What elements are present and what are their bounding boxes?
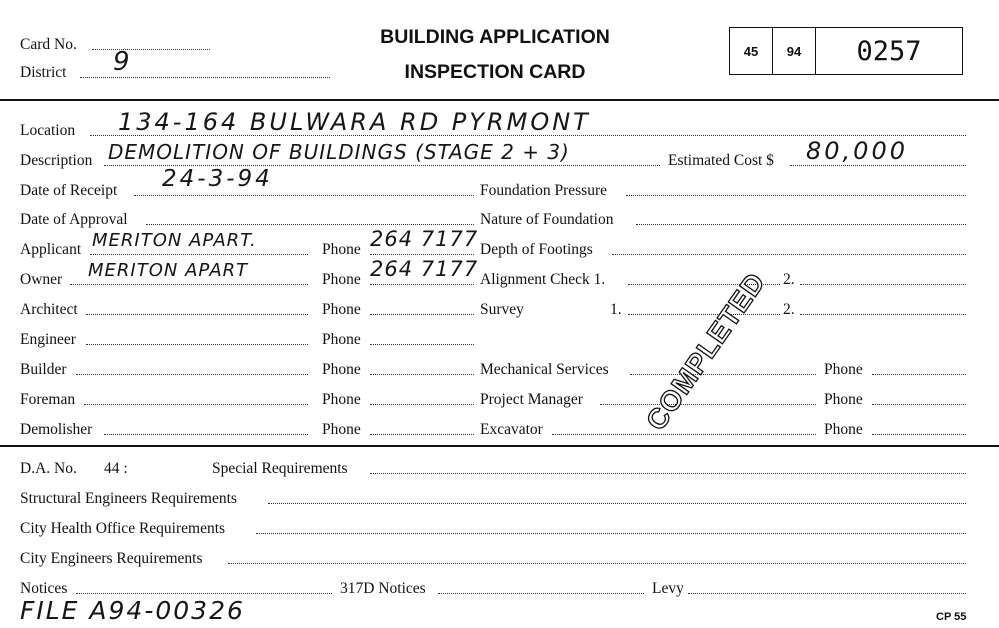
- owner-line: [70, 284, 308, 285]
- depth-of-footings-label: Depth of Footings: [480, 241, 593, 258]
- application-number-box: [729, 27, 963, 75]
- nature-of-foundation-line: [636, 224, 966, 225]
- district-value: 9: [113, 47, 131, 77]
- owner-phone-label: Phone: [322, 271, 361, 288]
- foreman-phone-label: Phone: [322, 391, 361, 408]
- city-health-line: [256, 533, 966, 534]
- date-of-approval-line: [146, 224, 474, 225]
- da-no-value: 44 :: [104, 460, 128, 477]
- date-of-receipt-value: 24-3-94: [162, 166, 273, 192]
- number-prefix: 45: [730, 28, 773, 74]
- owner-phone-value: 264 7177: [370, 257, 479, 281]
- district-line: [80, 77, 330, 78]
- city-engineers-line: [228, 563, 966, 564]
- location-value: 134-164 BULWARA RD PYRMONT: [118, 108, 591, 136]
- levy-line: [688, 593, 966, 594]
- card-title-line1: BUILDING APPLICATION: [380, 26, 610, 48]
- engineer-line: [86, 344, 308, 345]
- foundation-pressure-label: Foundation Pressure: [480, 182, 608, 199]
- architect-phone-line: [370, 314, 474, 315]
- description-label: Description: [20, 152, 93, 169]
- notices-317d-line: [438, 593, 644, 594]
- levy-label: Levy: [652, 580, 684, 597]
- description-value: DEMOLITION OF BUILDINGS (STAGE 2 + 3): [108, 140, 570, 164]
- builder-phone-label: Phone: [322, 361, 361, 378]
- alignment-check-2-label: 2.: [783, 271, 795, 288]
- number-year: 94: [773, 28, 816, 74]
- district-label: District: [20, 64, 67, 81]
- da-no-label: D.A. No.: [20, 460, 77, 477]
- alignment-check-label: Alignment Check 1.: [480, 271, 606, 288]
- excavator-line: [552, 434, 816, 435]
- project-manager-line: [600, 404, 816, 405]
- owner-phone-line: [370, 284, 474, 285]
- date-of-receipt-label: Date of Receipt: [20, 182, 118, 199]
- excavator-phone-line: [872, 434, 966, 435]
- special-requirements-label: Special Requirements: [212, 460, 348, 477]
- builder-phone-line: [370, 374, 474, 375]
- notices-317d-label: 317D Notices: [340, 580, 426, 597]
- survey-1-line: [628, 314, 780, 315]
- applicant-value: MERITON APART.: [92, 230, 257, 251]
- foreman-label: Foreman: [20, 391, 76, 408]
- architect-label: Architect: [20, 301, 78, 318]
- notices-line: [76, 593, 332, 594]
- architect-phone-label: Phone: [322, 301, 361, 318]
- applicant-label: Applicant: [20, 241, 82, 258]
- owner-value: MERITON APART: [88, 260, 249, 281]
- estimated-cost-label: Estimated Cost $: [668, 152, 774, 169]
- builder-label: Builder: [20, 361, 67, 378]
- builder-line: [76, 374, 308, 375]
- applicant-phone-label: Phone: [322, 241, 361, 258]
- demolisher-phone-label: Phone: [322, 421, 361, 438]
- survey-1-label: 1.: [610, 301, 622, 318]
- mechanical-services-line: [630, 374, 816, 375]
- owner-label: Owner: [20, 271, 63, 288]
- mechanical-services-phone-label: Phone: [824, 361, 863, 378]
- foreman-phone-line: [370, 404, 474, 405]
- completed-stamp: COMPLETED: [640, 266, 772, 436]
- special-requirements-line: [370, 473, 966, 474]
- requirements-divider: [0, 445, 999, 447]
- foundation-pressure-line: [626, 195, 966, 196]
- form-code: CP 55: [936, 611, 967, 623]
- structural-engineers-label: Structural Engineers Requirements: [20, 490, 237, 507]
- demolisher-line: [104, 434, 308, 435]
- foreman-line: [84, 404, 308, 405]
- header-divider: [0, 99, 999, 101]
- engineer-phone-line: [370, 344, 474, 345]
- card-no-line: [92, 49, 210, 50]
- estimated-cost-value: 80,000: [806, 137, 908, 165]
- date-of-receipt-line: [134, 195, 474, 196]
- mechanical-services-label: Mechanical Services: [480, 361, 609, 378]
- applicant-line: [90, 254, 308, 255]
- demolisher-label: Demolisher: [20, 421, 93, 438]
- engineer-label: Engineer: [20, 331, 76, 348]
- project-manager-phone-line: [872, 404, 966, 405]
- city-health-label: City Health Office Requirements: [20, 520, 226, 537]
- city-engineers-label: City Engineers Requirements: [20, 550, 203, 567]
- location-label: Location: [20, 122, 76, 139]
- date-of-approval-label: Date of Approval: [20, 211, 128, 228]
- survey-2-line: [800, 314, 966, 315]
- application-number: 0257: [856, 35, 922, 67]
- project-manager-label: Project Manager: [480, 391, 583, 408]
- applicant-phone-value: 264 7177: [370, 227, 479, 251]
- architect-line: [86, 314, 308, 315]
- engineer-phone-label: Phone: [322, 331, 361, 348]
- demolisher-phone-line: [370, 434, 474, 435]
- file-number-note: FILE A94-00326: [20, 596, 245, 625]
- excavator-label: Excavator: [480, 421, 543, 438]
- excavator-phone-label: Phone: [824, 421, 863, 438]
- card-title-line2: INSPECTION CARD: [404, 61, 586, 83]
- notices-label: Notices: [20, 580, 68, 597]
- project-manager-phone-label: Phone: [824, 391, 863, 408]
- depth-of-footings-line: [612, 254, 966, 255]
- alignment-check-2-line: [800, 284, 966, 285]
- survey-label: Survey: [480, 301, 524, 318]
- nature-of-foundation-label: Nature of Foundation: [480, 211, 614, 228]
- applicant-phone-line: [370, 254, 474, 255]
- mechanical-services-phone-line: [872, 374, 966, 375]
- structural-engineers-line: [268, 503, 966, 504]
- estimated-cost-line: [790, 165, 966, 166]
- survey-2-label: 2.: [783, 301, 795, 318]
- card-no-label: Card No.: [20, 36, 77, 53]
